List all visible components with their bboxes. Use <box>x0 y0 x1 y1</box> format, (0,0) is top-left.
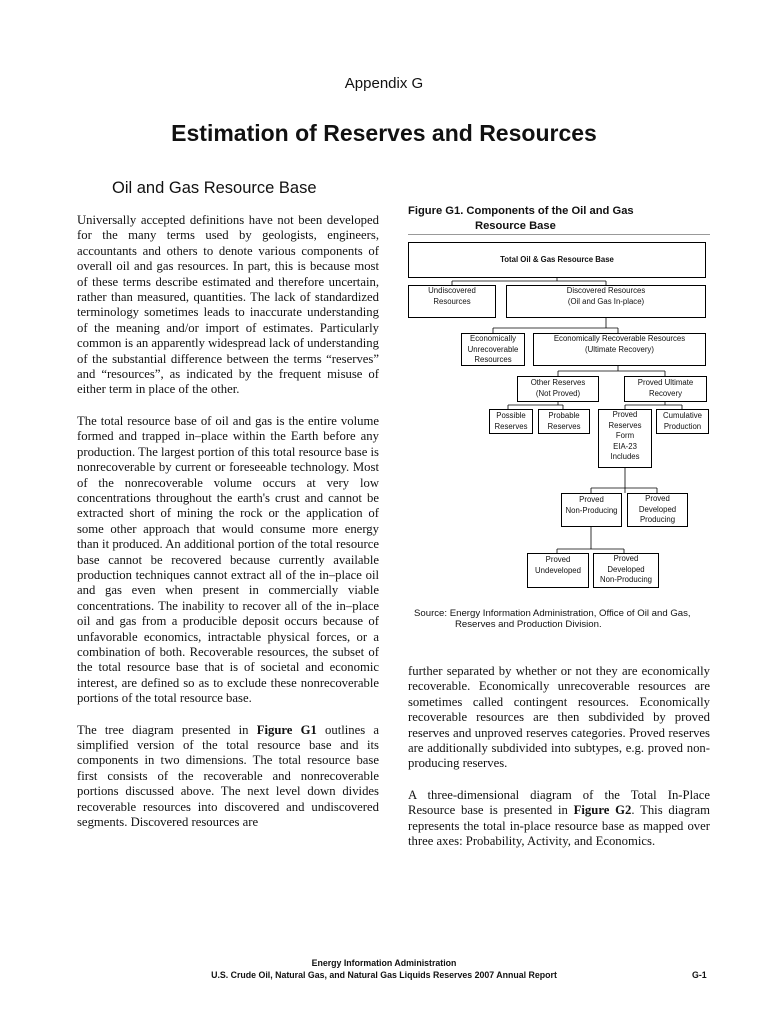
paragraph-3 <box>77 723 379 831</box>
box-line: (Not Proved) <box>535 388 581 398</box>
paragraph-5 <box>408 788 710 850</box>
box-line: Production <box>663 421 702 431</box>
figure-source-line-2: Reserves and Production Division. <box>455 618 602 630</box>
box-line: Proved <box>612 410 638 419</box>
box-line: Possible <box>496 411 526 420</box>
box-line: Non-Producing <box>565 505 618 515</box>
box-line: EIA-23 <box>613 441 637 451</box>
cumulative-production-box <box>656 409 709 434</box>
box-line: (Ultimate Recovery) <box>585 344 654 354</box>
figure-caption-line-1: Figure G1. Components of the Oil and Gas <box>408 205 634 217</box>
figure-caption <box>408 204 708 234</box>
box-line: Proved Ultimate <box>637 378 694 387</box>
right-column <box>408 664 710 865</box>
box-line: Resources <box>433 296 471 306</box>
appendix-label: Appendix G <box>344 75 424 92</box>
undiscovered-resources-box <box>408 285 496 318</box>
box-line: Proved <box>645 494 670 503</box>
box-line: Developed <box>607 564 645 574</box>
footer-agency: Energy Information Administration <box>311 958 457 968</box>
box-line: Other Reserves <box>530 378 586 387</box>
figure-source <box>414 609 714 631</box>
box-line: Economically <box>470 334 516 343</box>
box-line: Discovered Resources <box>566 286 646 295</box>
resource-tree-diagram <box>408 238 710 598</box>
economically-unrecoverable-box <box>461 333 525 366</box>
footer-report-title: U.S. Crude Oil, Natural Gas, and Natural Gas Liquids Reserves 2007 Annual Report <box>211 970 557 980</box>
box-line: Reserves <box>547 421 581 431</box>
section-heading: Oil and Gas Resource Base <box>112 179 317 197</box>
proved-reserves-box <box>598 409 652 468</box>
page-title: Estimation of Reserves and Resources <box>171 120 597 146</box>
box-line: Non-Producing <box>599 575 652 585</box>
figure-g1-reference: Figure G1 <box>256 722 317 737</box>
proved-developed-non-producing-box <box>593 553 659 588</box>
figure-source-line-1: Source: Energy Information Administration, Office of Oil and Gas, <box>414 608 691 619</box>
paragraph-1: Universally accepted definitions have not been developed for the many terms used by geologists, engineers, accountants and others to denote various components of overall oil and gas resources. In part, this is because most of these terms describe estimated and therefore uncertain, rather than measured, quantities. The lack of standardized terminology sometimes leads to inaccurate understanding of the meaning and/or import of estimates. Particularly common is an apparently widespread lack of understanding of the substantial difference between the terms “reserves” and “resources”, as indicated by the frequent misuse of either term in place of the other. <box>77 213 379 397</box>
discovered-resources-box <box>506 285 706 318</box>
box-line: Cumulative <box>663 411 702 420</box>
box-line: Proved <box>545 555 571 564</box>
paragraph-3-text-b: outlines a simplified version of the total resource base and its components in two dimensions. The total resource base first consists of the recoverable and nonrecoverable portions discussed above. The next level down divides recoverable resources into discovered and undiscovered segments. Discovered resources are <box>77 722 380 830</box>
box-line: Includes <box>610 452 640 462</box>
box-line: Resources <box>474 355 512 365</box>
probable-reserves-box <box>538 409 590 434</box>
box-line: Probable <box>548 411 580 420</box>
box-line: Proved <box>579 495 604 504</box>
box-line: (Oil and Gas In-place) <box>567 296 645 306</box>
paragraph-3-text-a: The tree diagram presented in <box>77 722 257 737</box>
possible-reserves-box <box>489 409 533 434</box>
left-column <box>77 213 379 846</box>
paragraph-5-text-b: . This diagram represents the total in-place resource base as mapped over three axes: Probability, Activity, and Economics. <box>408 803 711 849</box>
proved-ultimate-recovery-box <box>624 376 707 402</box>
box-line: Recovery <box>649 388 682 398</box>
proved-undeveloped-box <box>527 553 589 588</box>
box-line: Proved <box>613 554 639 563</box>
box-line: Undiscovered <box>428 286 476 295</box>
paragraph-5-text-a: A three-dimensional diagram of the Total In-Place Resource base is presented in <box>408 787 710 818</box>
figure-caption-line-2: Resource Base <box>475 220 556 232</box>
economically-recoverable-box <box>533 333 706 366</box>
paragraph-2: The total resource base of oil and gas is the entire volume formed and trapped in–place within the Earth before any production. The largest portion of this total resource base is nonrecoverable by current or foreseeable technology. Most of the nonrecoverable volume occurs at very low concentrations throughout the earth's crust and cannot be extracted short of mining the rock or the application of some other approach that would consume more energy than it produced. An additional portion of the total resource base cannot be recovered because currently available production techniques cannot extract all of the in–place oil and gas even when present in commercially viable concentrations. The inability to recover all of the in–place oil and gas from a producible deposit occurs because of unfavorable economics, intractable physical forces, or a combination of both. Recoverable resources, the subset of the total resource base that is of societal and economic interest, are defined so as to exclude these nonrecoverable portions of the total resource base. <box>77 413 379 706</box>
total-resource-base-box <box>408 242 706 278</box>
box-line: Undeveloped <box>535 565 581 575</box>
proved-developed-producing-box <box>627 493 688 527</box>
box-line: Developed <box>638 504 677 514</box>
box-line: Unrecoverable <box>467 344 519 354</box>
paragraph-4: further separated by whether or not they are economically recoverable. Economically unrecoverable resources are sometimes called contingent resources. Economically recoverable resources are then subdivided by proved reserves and unproved reserves categories. Proved reserves are additionally subdivided into subtypes, e.g. proved non-producing reserves. <box>408 664 710 771</box>
box-line: Producing <box>639 515 676 525</box>
box-line: Reserves <box>608 420 642 430</box>
figure-divider <box>408 234 710 235</box>
box-line: Form <box>615 431 635 441</box>
box-line: Economically Recoverable Resources <box>553 334 686 343</box>
other-reserves-box <box>517 376 599 402</box>
figure-g2-reference: Figure G2 <box>573 803 632 818</box>
proved-non-producing-box <box>561 493 622 527</box>
total-resource-base-label: Total Oil & Gas Resource Base <box>500 255 614 264</box>
box-line: Reserves <box>494 421 528 431</box>
page-number: G-1 <box>692 970 707 980</box>
